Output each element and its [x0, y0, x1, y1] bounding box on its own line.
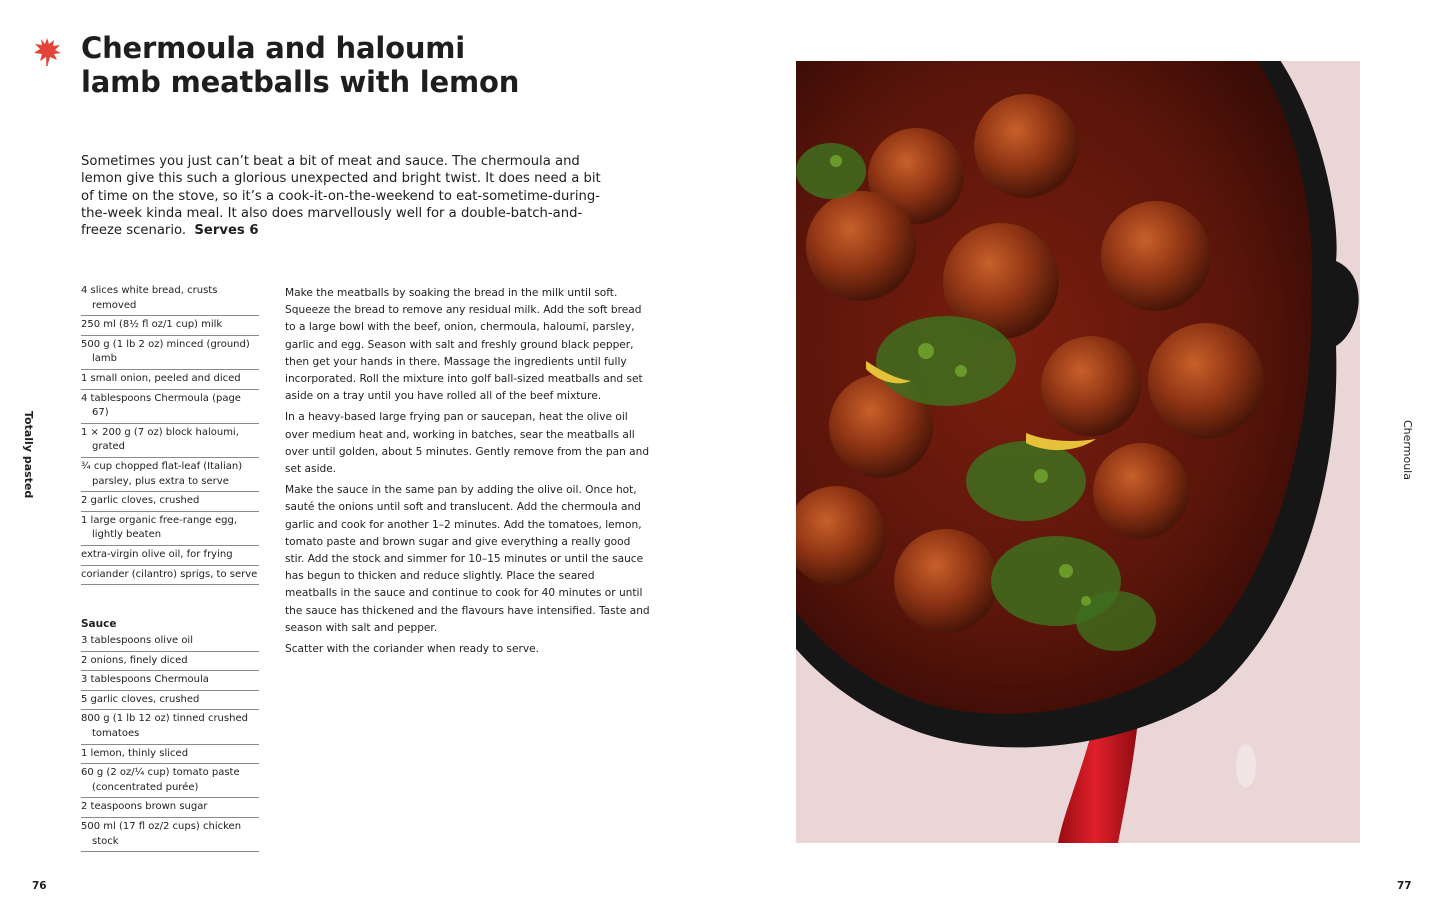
title-line-1: Chermoula and haloumi	[81, 31, 466, 65]
section-label-right: Chermoula	[1401, 420, 1414, 480]
meatballs-photo	[796, 61, 1360, 843]
sauce-heading: Sauce	[81, 618, 117, 631]
ingredient-item: 2 garlic cloves, crushed	[81, 492, 259, 512]
ingredient-list	[81, 282, 259, 585]
sauce-ingredient-item: 3 tablespoons olive oil	[81, 632, 259, 652]
ingredients-column	[81, 282, 259, 852]
sauce-ingredient-item: 3 tablespoons Chermoula	[81, 671, 259, 691]
meatball	[1093, 443, 1189, 539]
ingredient-item: 4 tablespoons Chermoula (page 67)	[81, 390, 259, 424]
sauce-ingredient-item: 60 g (2 oz/¼ cup) tomato paste (concentrated purée)	[81, 764, 259, 798]
ingredient-item: extra-virgin olive oil, for frying	[81, 546, 259, 566]
title-line-2: lamb meatballs with lemon	[81, 65, 520, 99]
method-step: In a heavy-based large frying pan or saucepan, heat the olive oil over medium heat and, working in batches, sear the meatballs all over until golden, about 5 minutes. Gently remove from the pan and set aside.	[285, 411, 650, 476]
ingredient-item: 1 × 200 g (7 oz) block haloumi, grated	[81, 424, 259, 458]
ingredient-item: 500 g (1 lb 2 oz) minced (ground) lamb	[81, 336, 259, 370]
handle-highlight	[1236, 744, 1256, 788]
ingredient-item: 4 slices white bread, crusts removed	[81, 282, 259, 316]
serves-label: Serves 6	[194, 223, 259, 239]
page-number-right: 77	[1397, 880, 1412, 892]
sauce-ingredient-item: 2 onions, finely diced	[81, 652, 259, 672]
method-step: Make the sauce in the same pan by adding the olive oil. Once hot, sauté the onions until soft and translucent. Add the chermoula and garlic and cook for another 1–2 minutes. Add the tomatoes, lemon, tomato paste and brown sugar and give everything a really good stir. Add the stock and simmer for 10–15 minutes or until the sauce has begun to thicken and reduce slightly. Place the seared meatballs in the sauce and continue to cook for 40 minutes or until the sauce has thickened and the flavours have intensified. Taste and season with salt and pepper.	[285, 484, 650, 634]
sauce-ingredient-item: 5 garlic cloves, crushed	[81, 691, 259, 711]
sauce-ingredient-item: 2 teaspoons brown sugar	[81, 798, 259, 818]
meatball	[1148, 323, 1264, 439]
ingredient-item: ¾ cup chopped flat-leaf (Italian) parsley, plus extra to serve	[81, 458, 259, 492]
recipe-title	[81, 31, 641, 99]
meatball	[806, 191, 916, 301]
ingredient-item: coriander (cilantro) sprigs, to serve	[81, 566, 259, 586]
intro-text: Sometimes you just can’t beat a bit of meat and sauce. The chermoula and lemon give this such a glorious unexpected and bright twist. It does need a bit of time on the stove, so it’s a cook-it-on-the-weekend to eat-sometime-during-the-week kinda meal. It also does marvellously well for a double-batch-and-freeze scenario.	[81, 154, 601, 239]
sauce-ingredient-item: 1 lemon, thinly sliced	[81, 745, 259, 765]
recipe-intro	[81, 153, 611, 239]
meatball	[974, 94, 1078, 198]
skillet-illustration	[796, 61, 1360, 843]
ingredient-item: 1 large organic free-range egg, lightly beaten	[81, 512, 259, 546]
method-column	[285, 285, 650, 662]
section-label-left: Totally pasted	[22, 411, 35, 499]
method-step: Make the meatballs by soaking the bread in the milk until soft. Squeeze the bread to remove any residual milk. Add the soft bread to a large bowl with the beef, onion, chermoula, haloumi, parsley, garlic and egg. Season with salt and freshly ground black pepper, then get your hands in there. Massage the ingredients until fully incorporated. Roll the mixture into golf ball-sized meatballs and set aside on a tray until you have rolled all of the beef mixture.	[285, 287, 643, 403]
meatball	[1041, 336, 1141, 436]
page-number-left: 76	[32, 880, 47, 892]
leaf-icon	[30, 34, 64, 68]
ingredient-item: 1 small onion, peeled and diced	[81, 370, 259, 390]
meatball	[894, 529, 998, 633]
sauce-ingredient-item: 800 g (1 lb 12 oz) tinned crushed tomatoes	[81, 710, 259, 744]
sauce-ingredient-list	[81, 632, 259, 852]
method-step: Scatter with the coriander when ready to serve.	[285, 643, 539, 656]
sauce-ingredient-item: 500 ml (17 fl oz/2 cups) chicken stock	[81, 818, 259, 852]
meatball	[1101, 201, 1211, 311]
ingredient-item: 250 ml (8½ fl oz/1 cup) milk	[81, 316, 259, 336]
